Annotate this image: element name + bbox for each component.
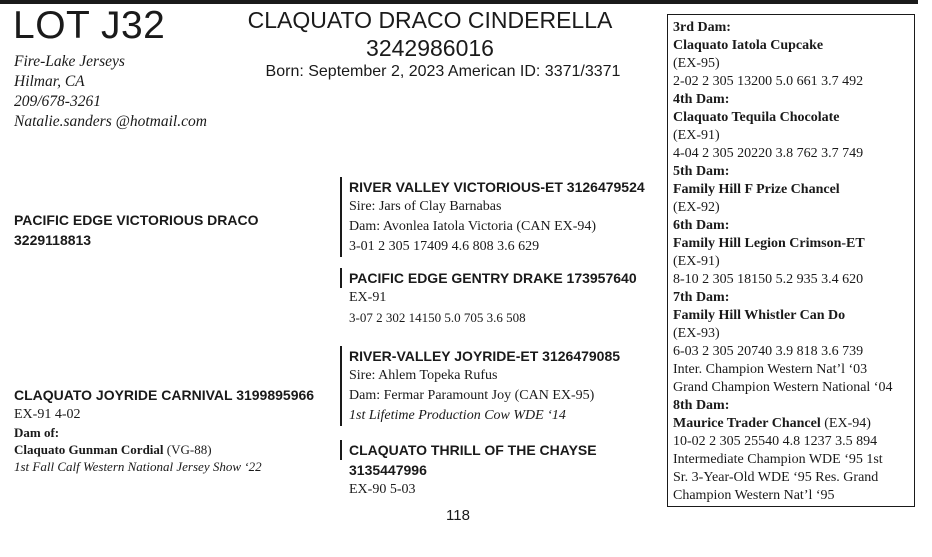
dam-4-line: 4-04 2 305 20220 3.8 762 3.7 749 (673, 146, 864, 161)
sire-dam (340, 268, 637, 288)
dam-4-label: 4th Dam: (673, 92, 730, 107)
dam-5-line: (EX-92) (673, 200, 720, 215)
dam-sire-dam: Dam: Fermar Paramount Joy (CAN EX-95) (349, 388, 595, 403)
dam-4-name: Claquato Tequila Chocolate (673, 110, 840, 125)
sire-reg: 3229118813 (14, 232, 92, 248)
female-line-box (667, 14, 915, 507)
dam-8-line: Intermediate Champion WDE ‘95 1st (673, 452, 883, 467)
dam-3-line: (EX-95) (673, 56, 720, 71)
offspring-score: (VG-88) (163, 442, 212, 457)
sire-dam-classification: EX-91 (349, 290, 387, 305)
sire-sire-record: 3-01 2 305 17409 4.6 808 3.6 629 (349, 239, 540, 254)
consignor-city: Hilmar, CA (14, 73, 85, 90)
consignor-phone: 209/678-3261 (14, 93, 101, 110)
dam-dam-classification: EX-90 5-03 (349, 482, 416, 497)
dam-3-name: Claquato Iatola Cupcake (673, 38, 824, 53)
dam-sire (340, 346, 620, 426)
dam-7-line: Inter. Champion Western Nat’l ‘03 (673, 362, 868, 377)
dam-name: CLAQUATO JOYRIDE CARNIVAL 3199895966 (14, 387, 315, 403)
dam (14, 386, 314, 475)
dam-4-line: (EX-91) (673, 128, 720, 143)
dam-5-name: Family Hill F Prize Chancel (673, 182, 840, 197)
dam-dam-details (342, 460, 427, 500)
dam-7-name: Family Hill Whistler Can Do (673, 308, 846, 323)
dam-8-line: Sr. 3-Year-Old WDE ‘95 Res. Grand (673, 470, 879, 485)
dam-7-label: 7th Dam: (673, 290, 730, 305)
consignor-email: Natalie.sanders @hotmail.com (14, 113, 207, 130)
dam-of-label: Dam of: (14, 425, 60, 440)
dam-7-line: (EX-93) (673, 326, 720, 341)
dam-sire-award: 1st Lifetime Production Cow WDE ‘14 (349, 408, 566, 423)
dam-8-line: 10-02 2 305 25540 4.8 1237 3.5 894 (673, 434, 878, 449)
offspring-name: Claquato Gunman Cordial (14, 442, 164, 457)
dam-7-line: 6-03 2 305 20740 3.9 818 3.6 739 (673, 344, 864, 359)
consignor-info (14, 52, 207, 132)
dam-offspring (14, 441, 314, 458)
animal-title (230, 6, 630, 62)
dam-6-line: (EX-91) (673, 254, 720, 269)
dam-dam (340, 440, 597, 460)
dam-7-line: Grand Champion Western National ‘04 (673, 380, 893, 395)
consignor-farm: Fire-Lake Jerseys (14, 53, 125, 70)
lot-number: LOT J32 (13, 4, 166, 47)
dam-6-label: 6th Dam: (673, 218, 730, 233)
dam-5-label: 5th Dam: (673, 164, 730, 179)
page-number: 118 (446, 507, 470, 524)
born-line: Born: September 2, 2023 American ID: 3371/3371 (265, 63, 621, 80)
sire (14, 210, 259, 250)
sire-sire-dam: Dam: Avonlea Iatola Victoria (CAN EX-94) (349, 219, 597, 234)
dam-classification: EX-91 4-02 (14, 407, 81, 422)
animal-reg-number: 3242986016 (366, 35, 494, 61)
dam-dam-name-line1: CLAQUATO THRILL OF THE CHAYSE (349, 442, 597, 458)
dam-dam-name-line2: 3135447996 (349, 462, 427, 478)
sire-sire-sire: Sire: Jars of Clay Barnabas (349, 199, 502, 214)
sire-dam-details (342, 288, 526, 328)
sire-dam-name: PACIFIC EDGE GENTRY DRAKE 173957640 (349, 270, 637, 286)
dam-8-line: Champion Western Nat’l ‘95 (673, 488, 835, 503)
dam-8-score: (EX-94) (820, 416, 871, 431)
dam-8-name: Maurice Trader Chancel (673, 416, 821, 431)
dam-3-line: 2-02 2 305 13200 5.0 661 3.7 492 (673, 74, 864, 89)
dam-6-line: 8-10 2 305 18150 5.2 935 3.4 620 (673, 272, 864, 287)
dam-sire-name: RIVER-VALLEY JOYRIDE-ET 3126479085 (349, 348, 621, 364)
dam-6-name: Family Hill Legion Crimson-ET (673, 236, 865, 251)
sire-sire (340, 177, 645, 257)
dam-3-label: 3rd Dam: (673, 20, 731, 35)
sire-sire-name: RIVER VALLEY VICTORIOUS-ET 3126479524 (349, 179, 645, 195)
sire-name: PACIFIC EDGE VICTORIOUS DRACO (14, 212, 259, 228)
animal-name: CLAQUATO DRACO CINDERELLA (247, 7, 613, 33)
dam-8-name-row (673, 415, 914, 433)
offspring-award: 1st Fall Calf Western National Jersey Show ‘22 (14, 459, 262, 474)
dam-sire-sire: Sire: Ahlem Topeka Rufus (349, 368, 498, 383)
dam-8-label: 8th Dam: (673, 398, 730, 413)
sire-dam-record: 3-07 2 302 14150 5.0 705 3.6 508 (349, 310, 526, 325)
